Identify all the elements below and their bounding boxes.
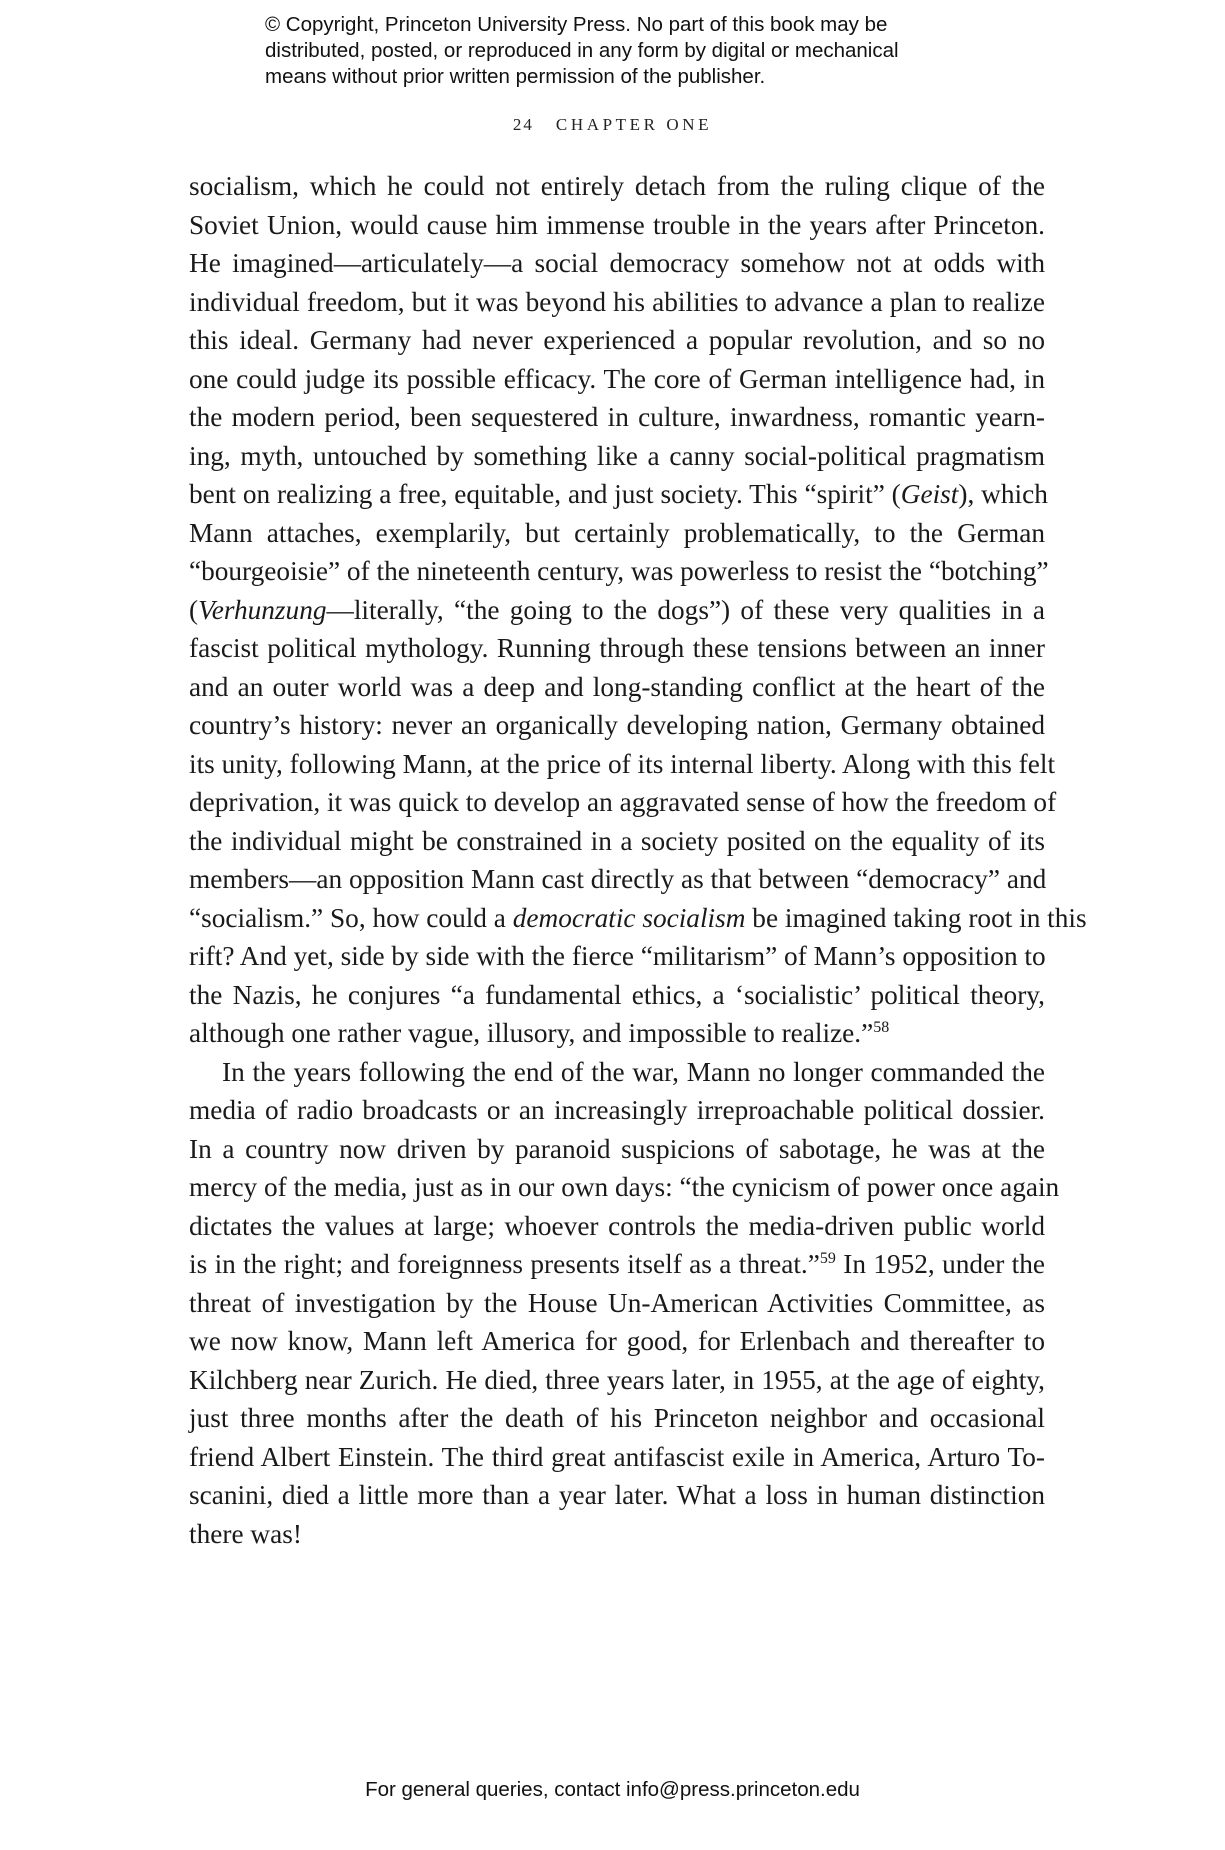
text-line: individual freedom, but it was beyond his abilities to advance a plan to realize: [189, 286, 1045, 317]
text-run: In 1952, under the: [835, 1249, 1045, 1279]
text-line: “bourgeoisie” of the nineteenth century, was powerless to resist the “botching”: [189, 556, 1049, 586]
text-line: its unity, following Mann, at the price of its internal liberty. Along with this felt: [189, 748, 1056, 779]
text-line: members—an opposition Mann cast directly as that between “democracy” and: [189, 864, 1047, 894]
footnote-marker-59: 59: [819, 1250, 836, 1267]
text-run: —literally, “the going to the dogs”) of these very qualities in a: [326, 594, 1045, 625]
copyright-line: distributed, posted, or reproduced in any form by digital or mechanical: [265, 39, 899, 62]
text-line: deprivation, it was quick to develop an aggravated sense of how the freedom of: [189, 787, 1057, 817]
text-run: is in the right; and foreignness presents itself as a threat.”: [189, 1249, 820, 1279]
text-line: [189, 899, 1087, 938]
footer-contact: For general queries, contact info@press.princeton.edu: [365, 1778, 860, 1801]
text-run: ), which: [958, 479, 1048, 509]
text-line: there was!: [189, 1518, 302, 1549]
chapter-title: CHAPTER ONE: [555, 115, 713, 134]
text-line: He imagined—articulately—a social democracy somehow not at odds with: [189, 248, 1045, 278]
copyright-notice: [265, 12, 985, 90]
text-line: this ideal. Germany had never experienced a popular revolution, and so no: [189, 325, 1045, 355]
text-run: “socialism.” So, how could a: [189, 902, 513, 933]
copyright-line: © Copyright, Princeton University Press. No part of this book may be: [265, 13, 888, 36]
text-line: rift? And yet, side by side with the fierce “militarism” of Mann’s opposition to: [189, 941, 1046, 971]
italic-term-democratic-socialism: democratic socialism: [512, 902, 746, 933]
text-run: be imagined taking root in this: [745, 902, 1087, 933]
footnote-marker-58: 58: [873, 1019, 890, 1036]
text-line: Soviet Union, would cause him immense trouble in the years after Princeton.: [189, 209, 1045, 240]
text-line: media of radio broadcasts or an increasingly irreproachable political dossier.: [189, 1095, 1045, 1125]
paragraph-2: [189, 1053, 1060, 1554]
text-line: In a country now driven by paranoid suspicions of sabotage, he was at the: [189, 1133, 1045, 1164]
text-line: fascist political mythology. Running through these tensions between an inner: [189, 633, 1045, 663]
text-line: just three months after the death of his Princeton neighbor and occasional: [189, 1403, 1045, 1433]
text-line: dictates the values at large; whoever controls the media-driven public world: [189, 1210, 1045, 1241]
text-line: scanini, died a little more than a year later. What a loss in human distinction: [189, 1480, 1045, 1510]
text-line: [189, 591, 1045, 630]
body-text: [189, 167, 1087, 1553]
copyright-line: means without prior written permission of the publisher.: [265, 65, 766, 88]
text-line: the Nazis, he conjures “a fundamental ethics, a ‘socialistic’ political theory,: [189, 979, 1045, 1010]
text-line: In the years following the end of the war, Mann no longer commanded the: [222, 1056, 1045, 1087]
text-line: the modern period, been sequestered in culture, inwardness, romantic yearn-: [189, 402, 1045, 432]
text-line: the individual might be constrained in a society posited on the equality of its: [189, 825, 1045, 856]
paragraph-1: [189, 167, 1087, 1053]
text-run: (: [189, 594, 199, 625]
text-line: country’s history: never an organically developing nation, Germany obtained: [189, 710, 1045, 740]
text-line: one could judge its possible efficacy. The core of German intelligence had, in: [189, 363, 1045, 394]
text-line: ing, myth, untouched by something like a canny social-political pragmatism: [189, 440, 1045, 471]
running-head: [0, 115, 1225, 135]
italic-term-geist: Geist: [900, 479, 959, 509]
text-line: threat of investigation by the House Un-American Activities Committee, as: [189, 1287, 1045, 1318]
text-run: bent on realizing a free, equitable, and just society. This “spirit” (: [189, 479, 901, 509]
text-line: Mann attaches, exemplarily, but certainly problematically, to the German: [189, 517, 1045, 548]
text-line: [189, 475, 1048, 514]
page-number: 24: [512, 115, 534, 134]
text-run: although one rather vague, illusory, and impossible to realize.”: [189, 1018, 874, 1048]
text-line: and an outer world was a deep and long-standing conflict at the heart of the: [189, 671, 1045, 702]
text-line: we now know, Mann left America for good, for Erlenbach and thereafter to: [189, 1326, 1045, 1356]
text-line: Kilchberg near Zurich. He died, three years later, in 1955, at the age of eighty,: [189, 1364, 1045, 1395]
text-line: [189, 1245, 1045, 1284]
text-line: [189, 1014, 1045, 1053]
italic-term-verhunzung: Verhunzung: [198, 594, 327, 625]
text-line: friend Albert Einstein. The third great antifascist exile in America, Arturo To-: [189, 1441, 1045, 1472]
text-line: mercy of the media, just as in our own days: “the cynicism of power once again: [189, 1172, 1060, 1202]
text-line: socialism, which he could not entirely detach from the ruling clique of the: [189, 171, 1045, 201]
